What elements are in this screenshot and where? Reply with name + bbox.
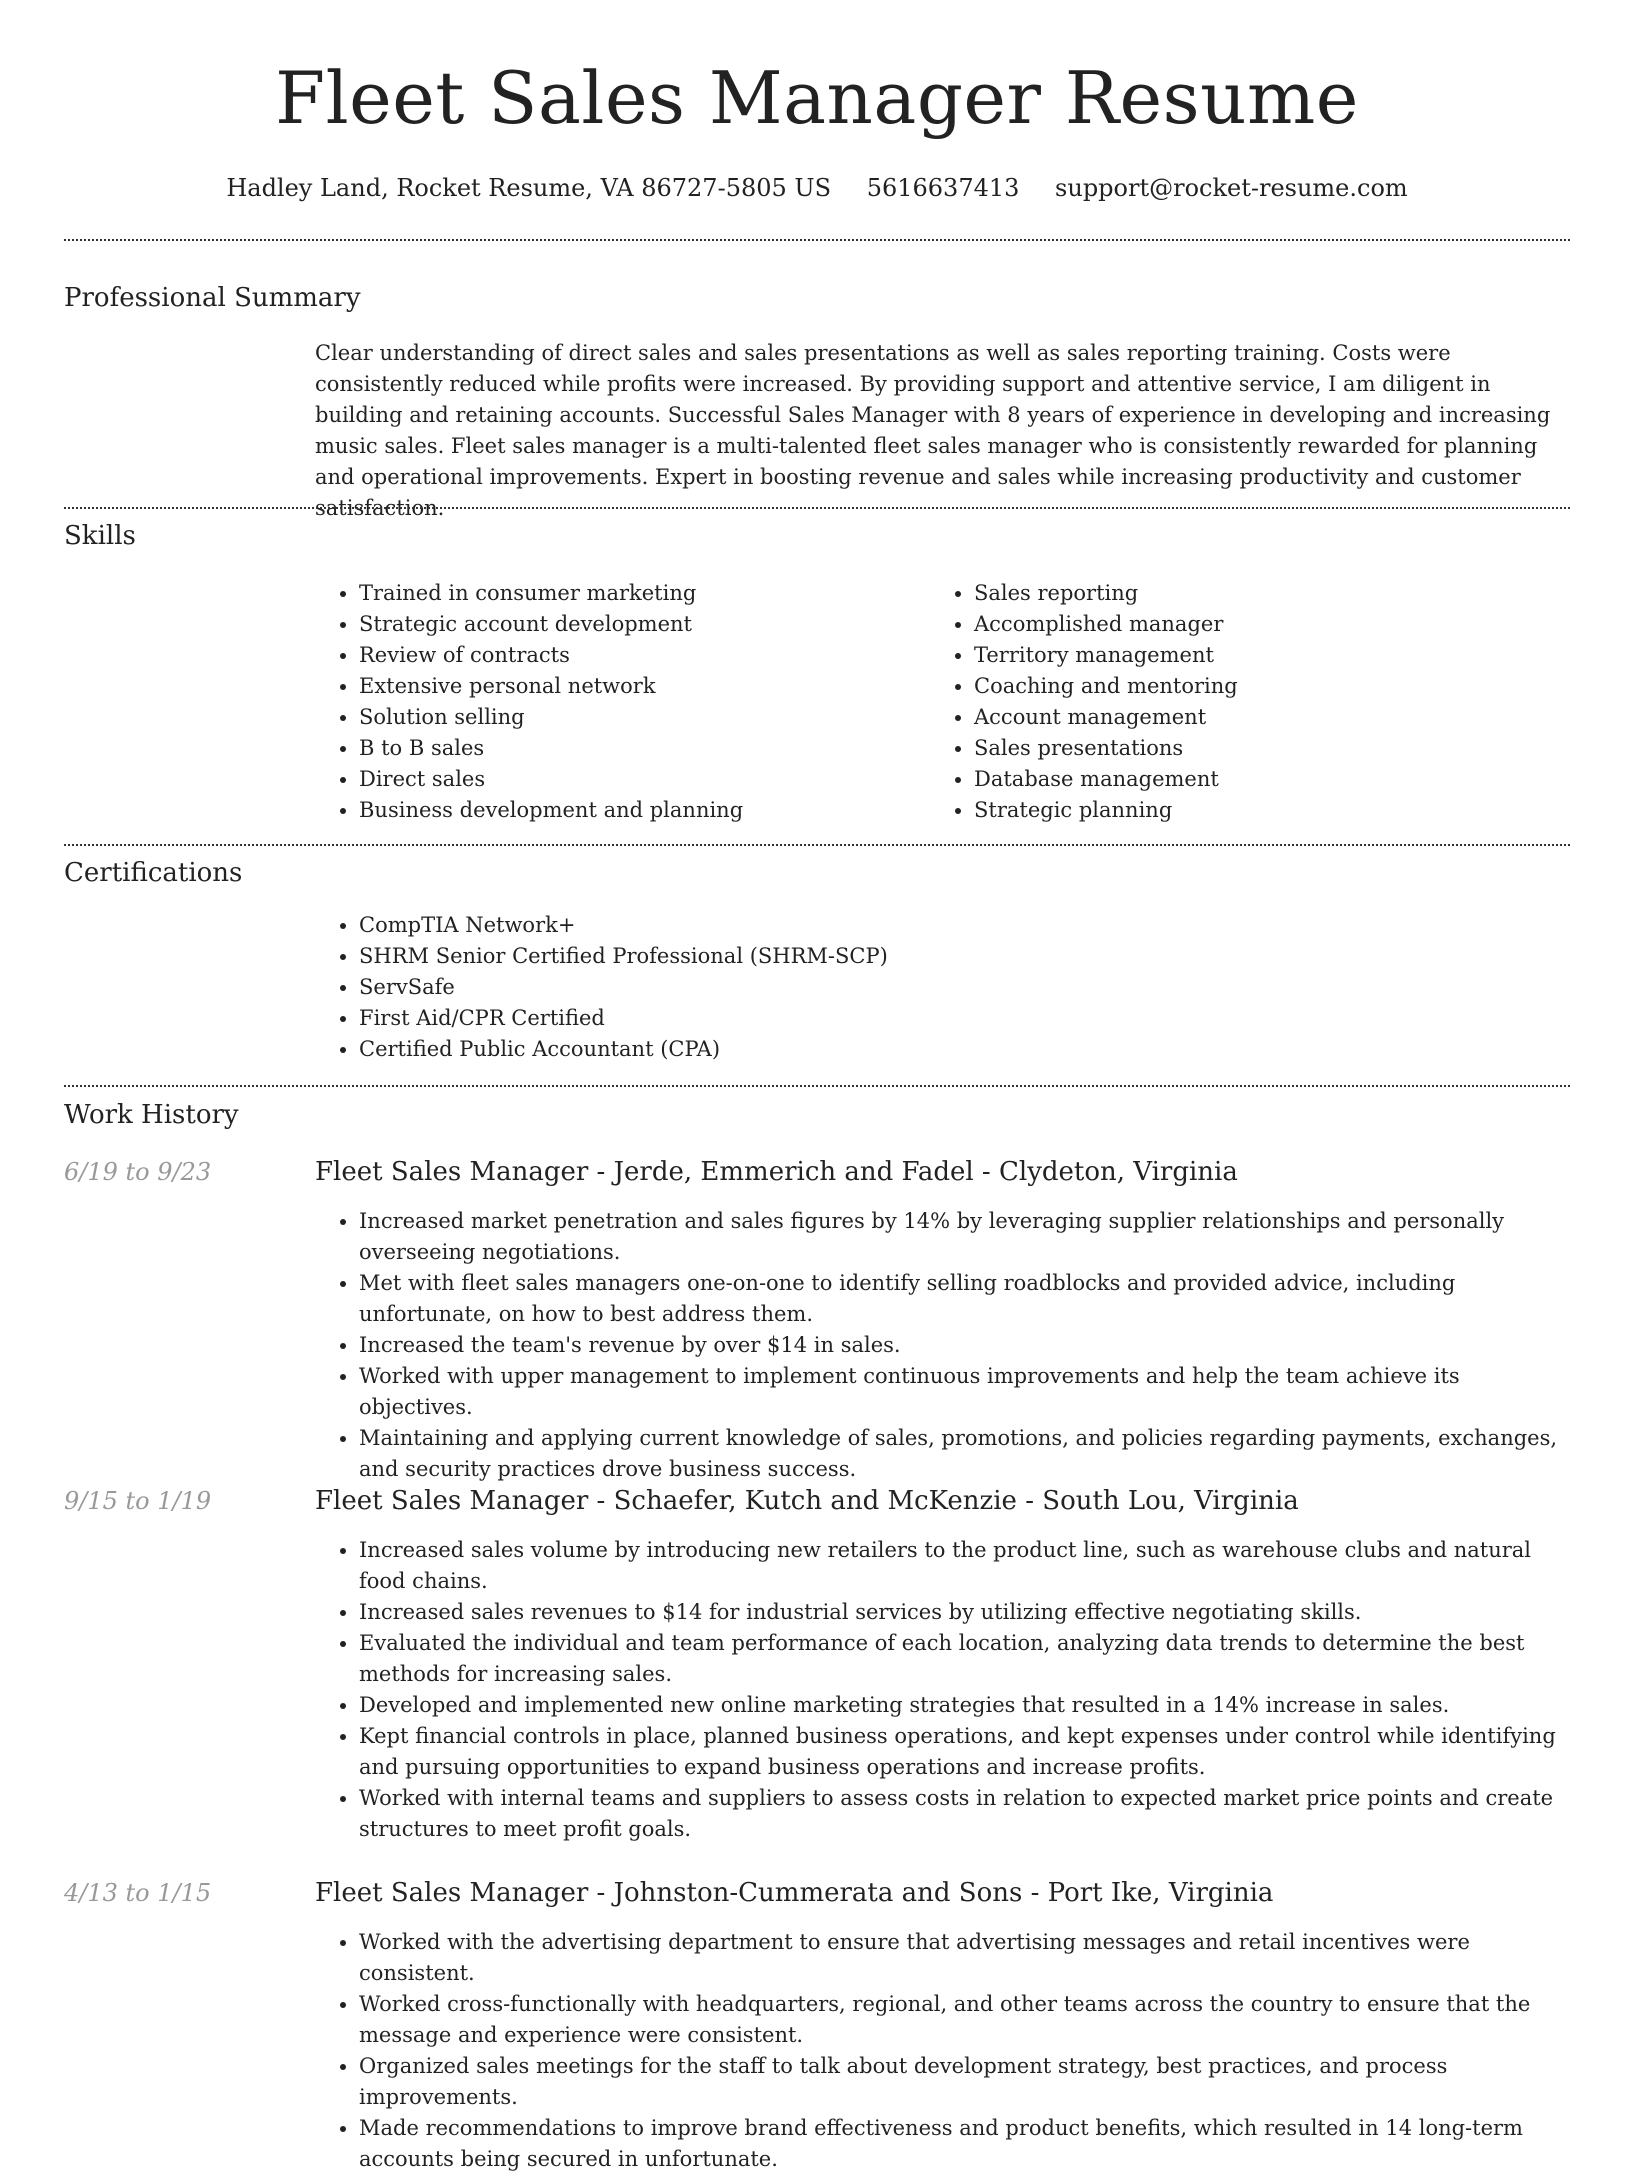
job-bullet: • Organized sales meetings for the staff to talk about development strategy, best practices, and process improvements. xyxy=(359,2051,1570,2113)
skill-item: • Business development and planning xyxy=(359,795,915,826)
summary-text: Clear understanding of direct sales and sales presentations as well as sales reporting training. Costs were consistently reduced while profits were increased. By providing support and attentive service, I am diligent in building and retaining accounts. Successful Sales Manager with 8 years of experience in developing and increasing music sales. Fleet sales manager is a multi-talented fleet sales manager who is consistently rewarded for planning and operational improvements. Expert in boosting revenue and sales while increasing productivity and customer satisfaction. xyxy=(315,341,1551,520)
certifications-list xyxy=(315,910,1215,1065)
certification-item: • ServSafe xyxy=(359,972,1215,1003)
certification-item: • Certified Public Accountant (CPA) xyxy=(359,1034,1215,1065)
contact-email[interactable]: support@rocket-resume.com xyxy=(1055,174,1408,202)
skill-item: • Accomplished manager xyxy=(974,609,1530,640)
divider xyxy=(64,1085,1570,1087)
contact-line xyxy=(64,168,1570,208)
contact-address: Hadley Land, Rocket Resume, VA 86727-5805 US xyxy=(226,174,832,202)
job-bullet: • Worked with the advertising department to ensure that advertising messages and retail incentives were consistent. xyxy=(359,1927,1570,1989)
skills-left-column xyxy=(315,578,915,826)
contact-phone: 5616637413 xyxy=(866,174,1020,202)
job-bullet: • Worked cross-functionally with headquarters, regional, and other teams across the country to ensure that the message and experience were consistent. xyxy=(359,1989,1570,2051)
skill-item: • Extensive personal network xyxy=(359,671,915,702)
job-bullet: • Evaluated the individual and team performance of each location, analyzing data trends to determine the best methods for increasing sales. xyxy=(359,1628,1570,1690)
divider xyxy=(64,239,1570,241)
job-bullet: • Worked with upper management to implement continuous improvements and help the team achieve its objectives. xyxy=(359,1361,1570,1423)
job-bullets xyxy=(315,1535,1570,1845)
skills-heading: Skills xyxy=(64,521,136,551)
job-title: Fleet Sales Manager - Johnston-Cummerata and Sons - Port Ike, Virginia xyxy=(315,1878,1274,1908)
certification-item: • SHRM Senior Certified Professional (SHRM-SCP) xyxy=(359,941,1215,972)
skill-item: • Trained in consumer marketing xyxy=(359,578,915,609)
skill-item: • Account management xyxy=(974,702,1530,733)
skill-item: • Database management xyxy=(974,764,1530,795)
resume-title: Fleet Sales Manager Resume xyxy=(275,56,1359,140)
job-bullet: • Increased sales volume by introducing new retailers to the product line, such as warehouse clubs and natural food chains. xyxy=(359,1535,1570,1597)
job-dates: 9/15 to 1/19 xyxy=(64,1487,212,1515)
skill-item: • Strategic account development xyxy=(359,609,915,640)
job-bullet: • Increased market penetration and sales figures by 14% by leveraging supplier relationships and personally overseeing negotiations. xyxy=(359,1206,1570,1268)
job-bullet: • Increased sales revenues to $14 for industrial services by utilizing effective negotiating skills. xyxy=(359,1597,1570,1628)
job-bullet: • Made recommendations to improve brand effectiveness and product benefits, which resulted in 14 long-term accounts being secured in unfortunate. xyxy=(359,2113,1570,2175)
certification-item: • First Aid/CPR Certified xyxy=(359,1003,1215,1034)
skill-item: • Coaching and mentoring xyxy=(974,671,1530,702)
skill-item: • Territory management xyxy=(974,640,1530,671)
work-history-heading: Work History xyxy=(64,1100,239,1130)
job-bullet: • Developed and implemented new online marketing strategies that resulted in a 14% increase in sales. xyxy=(359,1690,1570,1721)
job-bullet: • Increased the team's revenue by over $14 in sales. xyxy=(359,1330,1570,1361)
skill-item: • Sales reporting xyxy=(974,578,1530,609)
skill-item: • Solution selling xyxy=(359,702,915,733)
skill-item: • Review of contracts xyxy=(359,640,915,671)
job-dates: 4/13 to 1/15 xyxy=(64,1879,212,1907)
job-bullet: • Maintaining and applying current knowledge of sales, promotions, and policies regarding payments, exchanges, and security practices drove business success. xyxy=(359,1423,1570,1485)
job-bullet: • Worked with internal teams and suppliers to assess costs in relation to expected market price points and create structures to meet profit goals. xyxy=(359,1783,1570,1845)
job-title: Fleet Sales Manager - Jerde, Emmerich and Fadel - Clydeton, Virginia xyxy=(315,1157,1238,1187)
certification-item: • CompTIA Network+ xyxy=(359,910,1215,941)
job-bullets xyxy=(315,1206,1570,1485)
skill-item: • Direct sales xyxy=(359,764,915,795)
skill-item: • Sales presentations xyxy=(974,733,1530,764)
job-dates: 6/19 to 9/23 xyxy=(64,1158,212,1186)
certifications-heading: Certifications xyxy=(64,858,243,888)
divider xyxy=(64,844,1570,846)
divider xyxy=(64,507,1570,509)
skills-right-column xyxy=(930,578,1530,826)
job-bullets xyxy=(315,1927,1570,2175)
job-bullet: • Kept financial controls in place, planned business operations, and kept expenses under control while identifying and pursuing opportunities to expand business operations and increase profits. xyxy=(359,1721,1570,1783)
job-title: Fleet Sales Manager - Schaefer, Kutch and McKenzie - South Lou, Virginia xyxy=(315,1486,1299,1516)
job-bullet: • Met with fleet sales managers one-on-one to identify selling roadblocks and provided advice, including unfortunate, on how to best address them. xyxy=(359,1268,1570,1330)
skill-item: • Strategic planning xyxy=(974,795,1530,826)
summary-heading: Professional Summary xyxy=(64,283,361,313)
skill-item: • B to B sales xyxy=(359,733,915,764)
